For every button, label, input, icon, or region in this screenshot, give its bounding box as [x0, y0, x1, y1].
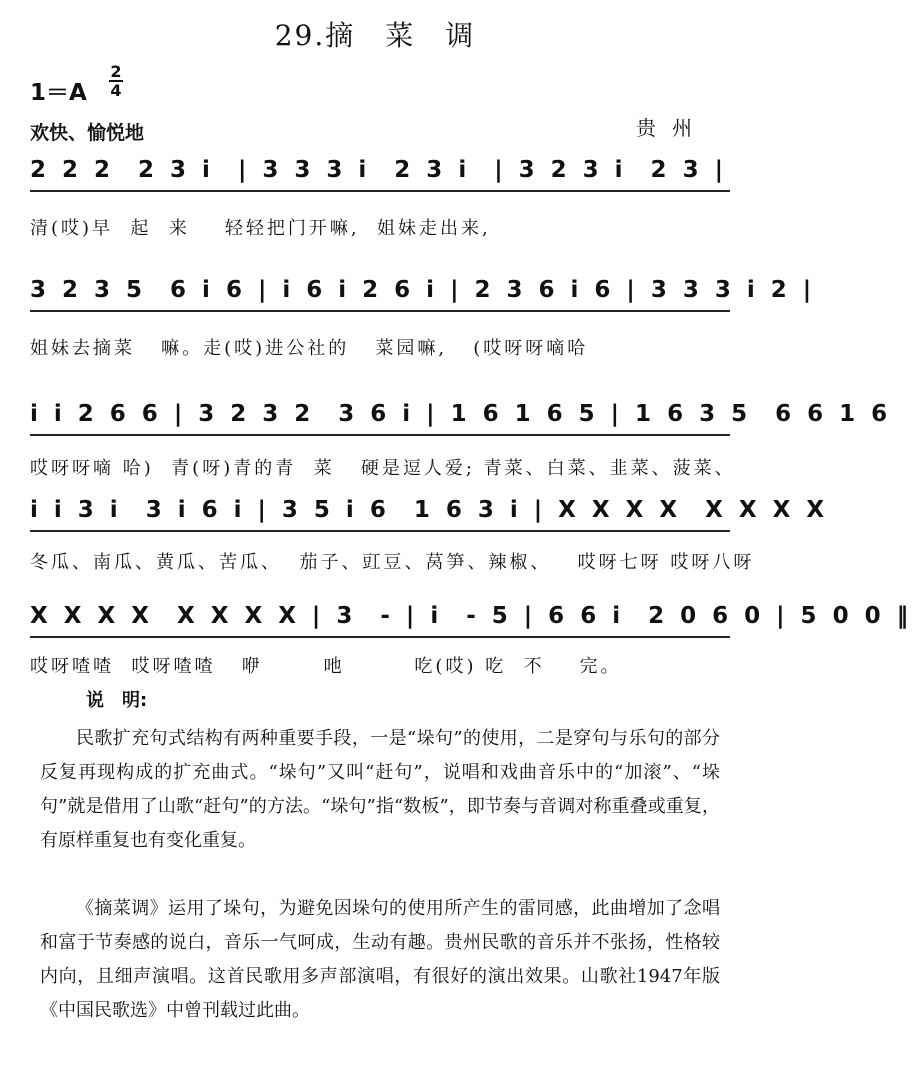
time-signature — [106, 64, 126, 98]
song-title: 29.摘 菜 调 — [274, 19, 476, 52]
lyrics-row-1: 清(哎)早 起 来 轻轻把门开嘛, 姐妹走出来, — [30, 218, 491, 239]
time-sig-bottom: 4 — [110, 81, 122, 100]
region-label: 贵州 — [636, 116, 708, 140]
key-signature: 1＝A — [30, 80, 87, 106]
tempo-marking: 欢快、愉悦地 — [30, 122, 145, 144]
notation-row-2: 3 2 3 5 6 i 6 | i 6 i 2 6 i | 2 3 6 i 6 | 3 3 3 i 2 | — [30, 270, 730, 312]
explanation-paragraph-1: 民歌扩充句式结构有两种重要手段，一是“垛句”的使用，二是穿句与乐句的部分反复再现构成的扩充曲式。“垛句”又叫“赶句”，说唱和戏曲音乐中的“加滚”、“垛句”就是借用了山歌“赶句”的方法。“垛句”指“数板”，即节奏与音调对称重叠或重复，有原样重复也有变化重复。 — [40, 728, 720, 851]
time-sig-top: 2 — [110, 62, 122, 81]
lyrics-row-5: 哎呀喳喳 哎呀喳喳 咿 吔 吃(哎) 吃 不 完。 — [30, 656, 622, 677]
lyrics-row-2: 姐妹去摘菜 嘛。走(哎)进公社的 菜园嘛, (哎呀呀嘀哈 — [30, 338, 589, 359]
lyrics-row-3: 哎呀呀嘀 哈) 青(呀)青的青 菜 硬是逗人爱; 青菜、白菜、韭菜、菠菜、 — [30, 458, 736, 479]
lyrics-row-4: 冬瓜、南瓜、黄瓜、苦瓜、 茄子、豇豆、莴笋、辣椒、 哎呀七呀 哎呀八呀 — [30, 552, 755, 573]
notation-row-4: i i 3 i 3 i 6 i | 3 5 i 6 1 6 3 i | X X X X X X X X — [30, 490, 730, 532]
explanation-paragraph-2: 《摘菜调》运用了垛句，为避免因垛句的使用所产生的雷同感，此曲增加了念唱和富于节奏感的说白，音乐一气呵成，生动有趣。贵州民歌的音乐并不张扬，性格较内向，且细声演唱。这首民歌用多声部演唱，有很好的演出效果。山歌社1947年版《中国民歌选》中曾刊载过此曲。 — [40, 898, 720, 1021]
notation-row-3: i i 2 6 6 | 3 2 3 2 3 6 i | 1 6 1 6 5 | 1 6 3 5 6 6 1 6 — [30, 394, 730, 436]
notation-row-1: 2 2 2 2 3 i | 3 3 3 i 2 3 i | 3 2 3 i 2 3 | — [30, 150, 730, 192]
notation-row-5: X X X X X X X X | 3 - | i - 5 | 6 6 i 2 0 6 0 | 5 0 0 ‖ — [30, 596, 730, 638]
explanation-heading: 说 明: — [86, 690, 148, 711]
